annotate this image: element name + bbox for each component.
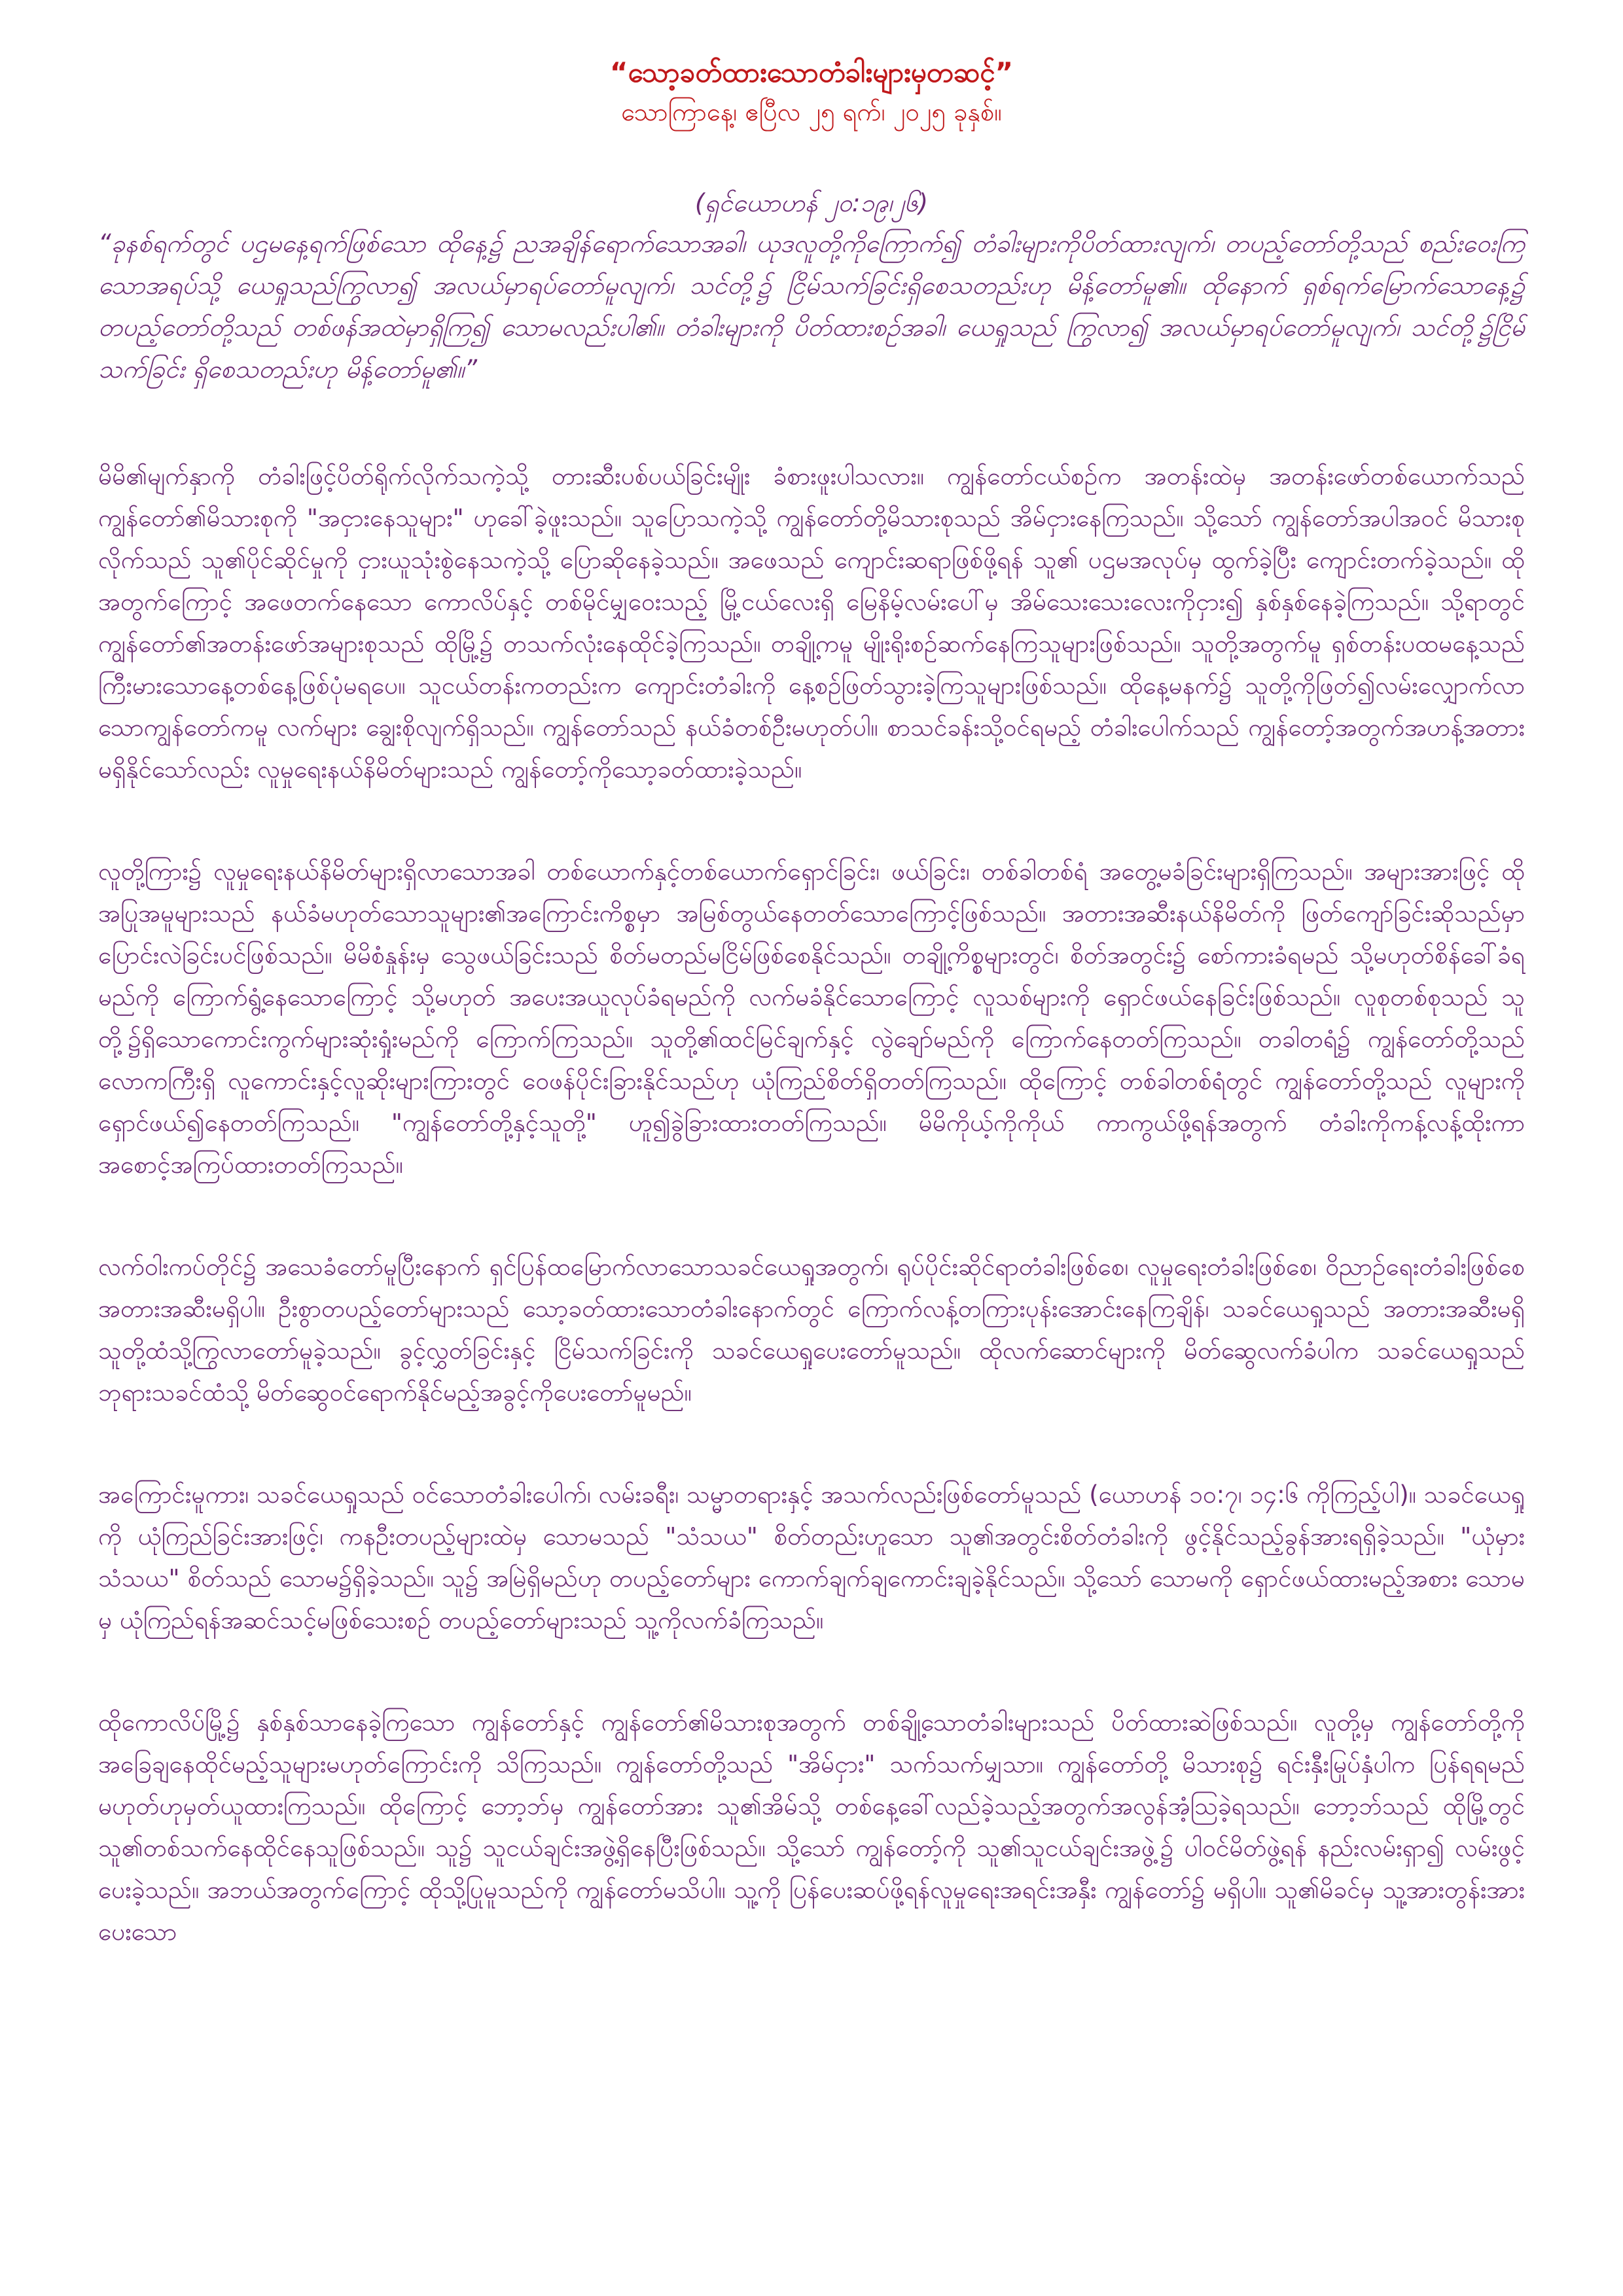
document-date: သောကြာနေ့၊ ဧပြီလ ၂၅ ရက်၊ ၂၀၂၅ ခုနှစ်။	[621, 98, 1002, 126]
body-paragraph: မိမိ၏မျက်နှာကို တံခါးဖြင့်ပိတ်ရိုက်လိုက်သကဲ့သို့ တားဆီးပစ်ပယ်ခြင်းမျိုး ခံစားဖူးပါသလား။ ကျွန်တော်ငယ်စဉ်က အတန်းထဲမှ အတန်းဖော်တစ်ယောက်သည် ကျွန်တော်၏မိသားစုကို "အငှားနေသူများ" ဟုခေါ်ခဲ့ဖူးသည်။ သူပြောသကဲ့သို့ ကျွန်တော်တို့မိသားစုသည် အိမ်ငှားနေကြသည်။ သို့သော် ကျွန်တော်အပါအဝင် မိသားစုလိုက်သည် သူ၏ပိုင်ဆိုင်မှုကို ငှားယူသုံးစွဲနေသကဲ့သို့ ပြောဆိုနေခဲ့သည်။ အဖေသည် ကျောင်းဆရာဖြစ်ဖို့ရန် သူ၏ ပဌမအလုပ်မှ ထွက်ခဲ့ပြီး ကျောင်းတက်ခဲ့သည်။ ထိုအတွက်ကြောင့် အဖေတက်နေသော ကောလိပ်နှင့် တစ်မိုင်မျှဝေးသည့် မြို့ငယ်လေးရှိ မြေနိမ့်လမ်းပေါ်မှ အိမ်သေးသေးလေးကိုငှား၍ နှစ်နှစ်နေခဲ့ကြသည်။ သို့ရာတွင် ကျွန်တော်၏အတန်းဖော်အများစုသည် ထိုမြို့၌ တသက်လုံးနေထိုင်ခဲ့ကြသည်။ တချို့ကမူ မျိုးရိုးစဉ်ဆက်နေကြသူများဖြစ်သည်။ သူတို့အတွက်မူ ရှစ်တန်းပထမနေ့သည် ကြီးမားသောနေ့တစ်နေ့ဖြစ်ပုံမရပေ။ သူငယ်တန်းကတည်းက ကျောင်းတံခါးကို နေ့စဉ်ဖြတ်သွားခဲ့ကြသူများဖြစ်သည်။ ထိုနေ့မနက်၌ သူတို့ကိုဖြတ်၍လမ်းလျှောက်လာသောကျွန်တော်ကမူ လက်များ ချွေးစိုလျက်ရှိသည်။ ကျွန်တော်သည် နယ်ခံတစ်ဦးမဟုတ်ပါ။ စာသင်ခန်းသို့ဝင်ရမည့် တံခါးပေါက်သည် ကျွန်တော့်အတွက်အဟန့်အတားမရှိနိုင်သော်လည်း လူမှုရေးနယ်နိမိတ်များသည် ကျွန်တော့်ကိုသော့ခတ်ထားခဲ့သည်။	[98, 462, 1525, 783]
scripture-quote: “ခုနစ်ရက်တွင် ပဌမနေ့ရက်ဖြစ်သော ထိုနေ့၌ ညအချိန်ရောက်သောအခါ၊ ယုဒလူတို့ကိုကြောက်၍ တံခါးများကိုပိတ်ထားလျက်၊ တပည့်တော်တို့သည် စည်းဝေးကြသောအရပ်သို့ ယေရှုသည်ကြွလာ၍ အလယ်မှာရပ်တော်မူလျက်၊ သင်တို့၌ ငြိမ်သက်ခြင်းရှိစေသတည်းဟု မိန့်တော်မူ၏။ ထိုနောက် ရှစ်ရက်မြောက်သောနေ့၌ တပည့်တော်တို့သည် တစ်ဖန်အထဲမှာရှိကြ၍ သောမလည်းပါ၏။ တံခါးများကို ပိတ်ထားစဉ်အခါ၊ ယေရှုသည် ကြွလာ၍ အလယ်မှာရပ်တော်မူလျက်၊ သင်တို့၌ငြိမ်သက်ခြင်း ရှိစေသတည်းဟု မိန့်တော်မူ၏။”	[98, 229, 1525, 384]
body-paragraph: လက်ဝါးကပ်တိုင်၌ အသေခံတော်မူပြီးနောက် ရှင်ပြန်ထမြောက်လာသောသခင်ယေရှုအတွက်၊ ရုပ်ပိုင်းဆိုင်ရာတံခါးဖြစ်စေ၊ လူမှုရေးတံခါးဖြစ်စေ၊ ဝိညာဉ်ရေးတံခါးဖြစ်စေ အတားအဆီးမရှိပါ။ ဦးစွာတပည့်တော်များသည် သော့ခတ်ထားသောတံခါးနောက်တွင် ကြောက်လန့်တကြားပုန်းအောင်းနေကြချိန်၊ သခင်ယေရှုသည် အတားအဆီးမရှိ သူတို့ထံသို့ကြွလာတော်မူခဲ့သည်။ ခွင့်လွှတ်ခြင်းနှင့် ငြိမ်သက်ခြင်းကို သခင်ယေရှုပေးတော်မူသည်။ ထိုလက်ဆောင်များကို မိတ်ဆွေလက်ခံပါက သခင်ယေရှုသည် ဘုရားသခင်ထံသို့ မိတ်ဆွေဝင်ရောက်နိုင်မည့်အခွင့်ကိုပေးတော်မူမည်။	[98, 1253, 1525, 1407]
document-title: “သော့ခတ်ထားသောတံခါးများမှတဆင့်”	[609, 56, 1014, 88]
scripture-reference: (ရှင်ယောဟန် ၂၀:၁၉၊၂၆)	[694, 188, 929, 217]
body-paragraph: ထိုကောလိပ်မြို့၌ နှစ်နှစ်သာနေခဲ့ကြသော ကျွန်တော်နှင့် ကျွန်တော်၏မိသားစုအတွက် တစ်ချို့သောတံခါးများသည် ပိတ်ထားဆဲဖြစ်သည်။ လူတို့မှ ကျွန်တော်တို့ကို အခြေချနေထိုင်မည့်သူများမဟုတ်ကြောင်းကို သိကြသည်။ ကျွန်တော်တို့သည် "အိမ်ငှား" သက်သက်မျှသာ။ ကျွန်တော်တို့ မိသားစု၌ ရင်းနှီးမြုပ်နှံပါက ပြန်ရရမည်မဟုတ်ဟုမှတ်ယူထားကြသည်။ ထိုကြောင့် ဘော့ဘ်မှ ကျွန်တော်အား သူ၏အိမ်သို့ တစ်နေ့ခေါ်လည်ခဲ့သည့်အတွက်အလွန်အံ့သြခဲ့ရသည်။ ဘော့ဘ်သည် ထိုမြို့တွင် သူ၏တစ်သက်နေထိုင်နေသူဖြစ်သည်။ သူ၌ သူငယ်ချင်းအဖွဲ့ရှိနေပြီးဖြစ်သည်။ သို့သော် ကျွန်တော့်ကို သူ၏သူငယ်ချင်းအဖွဲ့၌ ပါဝင်မိတ်ဖွဲ့ရန် နည်းလမ်းရှာ၍ လမ်းဖွင့်ပေးခဲ့သည်။ အဘယ်အတွက်ကြောင့် ထိုသို့ပြုမူသည်ကို ကျွန်တော်မသိပါ။ သူ့ကို ပြန်ပေးဆပ်ဖို့ရန်လူမှုရေးအရင်းအနှီး ကျွန်တော်၌ မရှိပါ။ သူ၏မိခင်မှ သူ့အားတွန်းအားပေးသော	[98, 1708, 1525, 1946]
body-paragraph: အကြောင်းမူကား၊ သခင်ယေရှုသည် ဝင်သောတံခါးပေါက်၊ လမ်းခရီး၊ သမ္မာတရားနှင့် အသက်လည်းဖြစ်တော်မူသည် (ယောဟန် ၁၀:၇၊ ၁၄:၆ ကိုကြည့်ပါ)။ သခင်ယေရှုကို ယုံကြည်ခြင်းအားဖြင့်၊ ကနဦးတပည့်များထဲမှ သောမသည် "သံသယ" စိတ်တည်းဟူသော သူ၏အတွင်းစိတ်တံခါးကို ဖွင့်နိုင်သည့်ခွန်အားရရှိခဲ့သည်။ "ယုံမှားသံသယ" စိတ်သည် သောမ၌ရှိခဲ့သည်။ သူ၌ အမြဲရှိမည်ဟု တပည့်တော်များ ကောက်ချက်ချကောင်းချခဲ့နိုင်သည်။ သို့သော် သောမကို ရှောင်ဖယ်ထားမည့်အစား သောမမှ ယုံကြည်ရန်အဆင်သင့်မဖြစ်သေးစဉ် တပည့်တော်များသည် သူ့ကိုလက်ခံကြသည်။	[98, 1480, 1525, 1634]
body-paragraph: လူတို့ကြား၌ လူမှုရေးနယ်နိမိတ်များရှိလာသောအခါ တစ်ယောက်နှင့်တစ်ယောက်ရှောင်ခြင်း၊ ဖယ်ခြင်း၊ တစ်ခါတစ်ရံ အတွေ့မခံခြင်းများရှိကြသည်။ အများအားဖြင့် ထိုအပြုအမူများသည် နယ်ခံမဟုတ်သောသူများ၏အကြောင်းကိစ္စမှာ အမြစ်တွယ်နေတတ်သောကြောင့်ဖြစ်သည်။ အတားအဆီးနယ်နိမိတ်ကို ဖြတ်ကျော်ခြင်းဆိုသည်မှာ ပြောင်းလဲခြင်းပင်ဖြစ်သည်။ မိမိစံနှုန်းမှ သွေဖယ်ခြင်းသည် စိတ်မတည်မငြိမ်ဖြစ်စေနိုင်သည်။ တချို့ကိစ္စများတွင်၊ စိတ်အတွင်း၌ စော်ကားခံရမည် သို့မဟုတ်စိန်ခေါ်ခံရမည်ကို ကြောက်ရွံ့နေသောကြောင့် သို့မဟုတ် အပေးအယူလုပ်ခံရမည်ကို လက်မခံနိုင်သောကြောင့် လူသစ်များကို ရှောင်ဖယ်နေခြင်းဖြစ်သည်။ လူစုတစ်စုသည် သူတို့၌ရှိသောကောင်းကွက်များဆုံးရှုံးမည်ကို ကြောက်ကြသည်။ သူတို့၏ထင်မြင်ချက်နှင့် လွဲချော်မည်ကို ကြောက်နေတတ်ကြသည်။ တခါတရံ၌ ကျွန်တော်တို့သည် လောကကြီးရှိ လူကောင်းနှင့်လူဆိုးများကြားတွင် ဝေဖန်ပိုင်းခြားနိုင်သည်ဟု ယုံကြည်စိတ်ရှိတတ်ကြသည်။ ထိုကြောင့် တစ်ခါတစ်ရံတွင် ကျွန်တော်တို့သည် လူများကို ရှောင်ဖယ်၍နေတတ်ကြသည်။ "ကျွန်တော်တို့နှင့်သူတို့" ဟူ၍ခွဲခြားထားတတ်ကြသည်။ မိမိကိုယ့်ကိုကိုယ် ကာကွယ်ဖို့ရန်အတွက် တံခါးကိုကန့်လန့်ထိုးကာ အစောင့်အကြပ်ထားတတ်ကြသည်။	[98, 857, 1525, 1179]
